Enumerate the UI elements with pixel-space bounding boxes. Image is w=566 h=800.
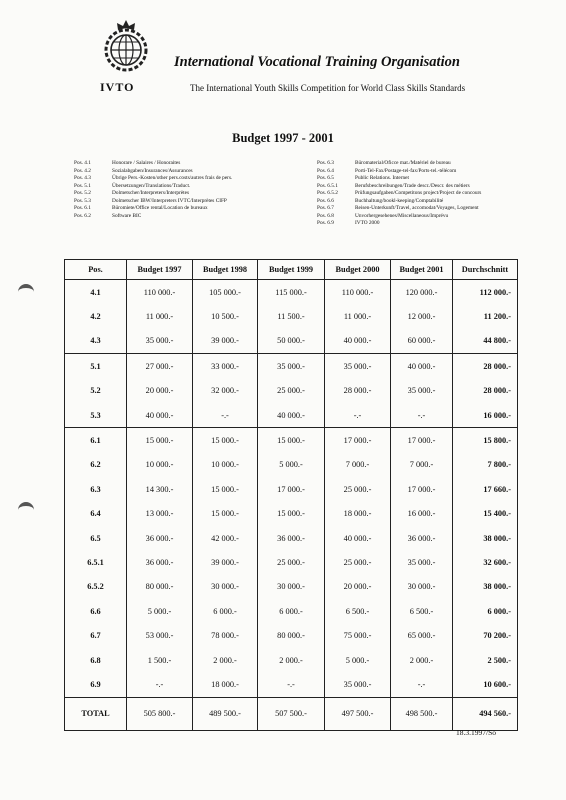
budget-cell: 11 000.- bbox=[127, 304, 193, 328]
budget-cell: 35 000.- bbox=[325, 672, 391, 697]
ivto-globe-gear-icon bbox=[98, 18, 154, 76]
table-row bbox=[65, 304, 518, 328]
legend-item: Pos. 6.5.1 Berufsbeschreibungen/Trade descr./Descr. des métiers bbox=[317, 182, 470, 189]
average-cell: 2 500.- bbox=[453, 648, 518, 672]
budget-cell: 110 000.- bbox=[325, 280, 391, 305]
budget-cell: 5 000.- bbox=[325, 648, 391, 672]
budget-cell: 53 000.- bbox=[127, 623, 193, 647]
budget-cell: 25 000.- bbox=[325, 550, 391, 574]
position-cell: 6.3 bbox=[65, 477, 127, 501]
budget-cell: 39 000.- bbox=[193, 329, 258, 354]
budget-cell: 25 000.- bbox=[258, 550, 325, 574]
budget-cell: 36 000.- bbox=[127, 550, 193, 574]
column-header: Budget 1998 bbox=[193, 260, 258, 280]
budget-cell: 75 000.- bbox=[325, 623, 391, 647]
budget-cell: 6 000.- bbox=[193, 599, 258, 623]
budget-cell: 25 000.- bbox=[325, 477, 391, 501]
budget-cell: 36 000.- bbox=[391, 526, 453, 550]
budget-cell: 42 000.- bbox=[193, 526, 258, 550]
legend-item: Pos. 5.2 Dolmetscher/Interpreters/Interprètes bbox=[74, 190, 190, 196]
legend-item: Pos. 6.6 Buchhaltung/bookl-keeping/Comptabilité bbox=[317, 197, 444, 204]
table-row bbox=[65, 477, 518, 501]
budget-cell: 489 500.- bbox=[193, 697, 258, 730]
average-cell: 112 000.- bbox=[453, 280, 518, 305]
budget-cell: 15 000.- bbox=[258, 502, 325, 526]
organisation-subtitle: The International Youth Skills Competition for World Class Skills Standards bbox=[190, 83, 466, 93]
budget-cell: 20 000.- bbox=[127, 379, 193, 403]
budget-cell: 7 000.- bbox=[325, 453, 391, 477]
legend-item: Pos. 6.5.2 Prüfungsaufgaben/Competitons project/Project de concours bbox=[317, 190, 482, 196]
position-cell: 6.5.2 bbox=[65, 575, 127, 599]
average-cell: 38 000.- bbox=[453, 575, 518, 599]
budget-cell: 15 000.- bbox=[127, 428, 193, 453]
date-reference: 18.3.1997/So bbox=[456, 728, 497, 737]
budget-cell: 11 000.- bbox=[325, 304, 391, 328]
table-row bbox=[65, 329, 518, 354]
budget-cell: 80 000.- bbox=[127, 575, 193, 599]
budget-cell: 6 000.- bbox=[258, 599, 325, 623]
budget-cell: 12 000.- bbox=[391, 304, 453, 328]
legend-right bbox=[317, 160, 481, 228]
budget-cell: 40 000.- bbox=[258, 403, 325, 428]
position-cell: 6.4 bbox=[65, 502, 127, 526]
budget-cell: 30 000.- bbox=[391, 575, 453, 599]
column-header: Budget 1997 bbox=[127, 260, 193, 280]
budget-cell: 20 000.- bbox=[325, 575, 391, 599]
table-row bbox=[65, 599, 518, 623]
table-row bbox=[65, 280, 518, 305]
budget-cell: 17 000.- bbox=[391, 477, 453, 501]
table-row bbox=[65, 648, 518, 672]
budget-cell: 13 000.- bbox=[127, 502, 193, 526]
budget-cell: 60 000.- bbox=[391, 329, 453, 354]
budget-cell: 25 000.- bbox=[258, 379, 325, 403]
table-row bbox=[65, 428, 518, 453]
table-row bbox=[65, 502, 518, 526]
budget-cell: 16 000.- bbox=[391, 502, 453, 526]
average-cell: 70 200.- bbox=[453, 623, 518, 647]
budget-cell: 497 500.- bbox=[325, 697, 391, 730]
position-cell: 6.9 bbox=[65, 672, 127, 697]
legend-item: Pos. 6.4 Porti-Tel-Fax/Postage-tel-fax/Ports-tel.-télécom bbox=[317, 167, 457, 174]
punch-hole-bottom bbox=[18, 502, 34, 514]
budget-cell: -.- bbox=[391, 403, 453, 428]
column-header: Budget 1999 bbox=[258, 260, 325, 280]
position-cell: 6.2 bbox=[65, 453, 127, 477]
budget-cell: 2 000.- bbox=[258, 648, 325, 672]
legend-item: Pos. 6.5 Public Relations. Internet bbox=[317, 175, 409, 181]
column-header: Budget 2001 bbox=[391, 260, 453, 280]
legend-left bbox=[74, 160, 232, 220]
budget-cell: 30 000.- bbox=[258, 575, 325, 599]
column-header: Budget 2000 bbox=[325, 260, 391, 280]
budget-cell: 15 000.- bbox=[193, 477, 258, 501]
position-cell: 6.1 bbox=[65, 428, 127, 453]
budget-cell: 78 000.- bbox=[193, 623, 258, 647]
budget-cell: 5 000.- bbox=[127, 599, 193, 623]
table-row bbox=[65, 379, 518, 403]
position-cell: 6.5.1 bbox=[65, 550, 127, 574]
average-cell: 17 660.- bbox=[453, 477, 518, 501]
column-header: Pos. bbox=[65, 260, 127, 280]
budget-cell: 32 000.- bbox=[193, 379, 258, 403]
budget-cell: 17 000.- bbox=[391, 428, 453, 453]
average-cell: 16 000.- bbox=[453, 403, 518, 428]
budget-cell: 14 300.- bbox=[127, 477, 193, 501]
position-cell: 6.5 bbox=[65, 526, 127, 550]
budget-cell: 105 000.- bbox=[193, 280, 258, 305]
column-header: Durchschnitt bbox=[453, 260, 518, 280]
budget-cell: 507 500.- bbox=[258, 697, 325, 730]
legend-item: Pos. 4.2 Sozialabgaben/Insurances/Assurances bbox=[74, 167, 193, 174]
budget-cell: 50 000.- bbox=[258, 329, 325, 354]
table-row bbox=[65, 403, 518, 428]
budget-cell: 35 000.- bbox=[391, 379, 453, 403]
budget-cell: 17 000.- bbox=[258, 477, 325, 501]
total-row bbox=[65, 697, 518, 730]
budget-cell: 35 000.- bbox=[127, 329, 193, 354]
budget-cell: 80 000.- bbox=[258, 623, 325, 647]
budget-cell: 36 000.- bbox=[127, 526, 193, 550]
budget-table-body bbox=[65, 280, 518, 731]
budget-cell: 40 000.- bbox=[391, 354, 453, 379]
budget-cell: 2 000.- bbox=[193, 648, 258, 672]
position-cell: 4.2 bbox=[65, 304, 127, 328]
budget-table bbox=[64, 259, 518, 731]
budget-cell: 39 000.- bbox=[193, 550, 258, 574]
budget-cell: 35 000.- bbox=[258, 354, 325, 379]
position-cell: 6.8 bbox=[65, 648, 127, 672]
budget-cell: 35 000.- bbox=[325, 354, 391, 379]
position-cell: 4.1 bbox=[65, 280, 127, 305]
budget-cell: 33 000.- bbox=[193, 354, 258, 379]
legend-item: Pos. 6.8 Unvorhergesehenes/Miscellaneous/Imprévu bbox=[317, 212, 449, 219]
budget-cell: -.- bbox=[325, 403, 391, 428]
table-row bbox=[65, 550, 518, 574]
legend-item: Pos. 6.2 Software BIC bbox=[74, 212, 142, 219]
budget-cell: 36 000.- bbox=[258, 526, 325, 550]
average-cell: 28 000.- bbox=[453, 379, 518, 403]
legend-item: Pos. 5.1 Übersetzungen/Translations/Traduct. bbox=[74, 182, 191, 189]
legend-item: Pos. 6.3 Büromaterial/Oficce mat./Matériel de bureau bbox=[317, 160, 451, 166]
position-cell: TOTAL bbox=[65, 697, 127, 730]
table-row bbox=[65, 453, 518, 477]
position-cell: 6.7 bbox=[65, 623, 127, 647]
average-cell: 6 000.- bbox=[453, 599, 518, 623]
budget-cell: 6 500.- bbox=[391, 599, 453, 623]
budget-cell: -.- bbox=[193, 403, 258, 428]
budget-cell: 505 800.- bbox=[127, 697, 193, 730]
position-cell: 5.3 bbox=[65, 403, 127, 428]
organisation-title: International Vocational Training Organisation bbox=[174, 54, 460, 70]
table-row bbox=[65, 672, 518, 697]
average-cell: 38 000.- bbox=[453, 526, 518, 550]
budget-cell: 40 000.- bbox=[127, 403, 193, 428]
budget-cell: -.- bbox=[258, 672, 325, 697]
budget-cell: 17 000.- bbox=[325, 428, 391, 453]
budget-cell: 1 500.- bbox=[127, 648, 193, 672]
average-cell: 28 000.- bbox=[453, 354, 518, 379]
average-cell: 15 400.- bbox=[453, 502, 518, 526]
budget-cell: 2 000.- bbox=[391, 648, 453, 672]
average-cell: 11 200.- bbox=[453, 304, 518, 328]
budget-cell: 115 000.- bbox=[258, 280, 325, 305]
punch-hole-top bbox=[18, 284, 34, 296]
logo-text: IVTO bbox=[100, 80, 135, 94]
position-cell: 6.6 bbox=[65, 599, 127, 623]
position-cell: 5.1 bbox=[65, 354, 127, 379]
budget-cell: 30 000.- bbox=[193, 575, 258, 599]
table-row bbox=[65, 526, 518, 550]
legend-item: Pos. 6.9 IVTO 2000 bbox=[317, 220, 380, 226]
budget-cell: 15 000.- bbox=[193, 502, 258, 526]
average-cell: 15 800.- bbox=[453, 428, 518, 453]
budget-cell: 18 000.- bbox=[325, 502, 391, 526]
average-cell: 10 600.- bbox=[453, 672, 518, 697]
table-header-row bbox=[65, 260, 518, 280]
budget-cell: 10 000.- bbox=[193, 453, 258, 477]
budget-cell: 35 000.- bbox=[391, 550, 453, 574]
legend-item: Pos. 6.1 Büromiete/Office rental/Location de bureaux bbox=[74, 205, 208, 211]
average-cell: 44 800.- bbox=[453, 329, 518, 354]
budget-cell: 15 000.- bbox=[258, 428, 325, 453]
budget-cell: -.- bbox=[391, 672, 453, 697]
table-row bbox=[65, 575, 518, 599]
position-cell: 4.3 bbox=[65, 329, 127, 354]
budget-cell: 15 000.- bbox=[193, 428, 258, 453]
document-title: Budget 1997 - 2001 bbox=[232, 131, 334, 145]
budget-cell: 6 500.- bbox=[325, 599, 391, 623]
budget-cell: 18 000.- bbox=[193, 672, 258, 697]
average-cell: 494 560.- bbox=[453, 697, 518, 730]
budget-cell: 10 500.- bbox=[193, 304, 258, 328]
budget-cell: 27 000.- bbox=[127, 354, 193, 379]
table-row bbox=[65, 623, 518, 647]
budget-cell: 65 000.- bbox=[391, 623, 453, 647]
legend-item: Pos. 4.1 Honorare / Salaires / Honoraites bbox=[74, 160, 181, 166]
position-cell: 5.2 bbox=[65, 379, 127, 403]
table-row bbox=[65, 354, 518, 379]
budget-cell: 11 500.- bbox=[258, 304, 325, 328]
budget-cell: 7 000.- bbox=[391, 453, 453, 477]
budget-cell: 40 000.- bbox=[325, 329, 391, 354]
budget-cell: 110 000.- bbox=[127, 280, 193, 305]
legend-item: Pos. 5.3 Dolmetscher IBW/Interpreters IVTC/Interprètes CIFP bbox=[74, 197, 227, 204]
average-cell: 32 600.- bbox=[453, 550, 518, 574]
budget-cell: 40 000.- bbox=[325, 526, 391, 550]
budget-cell: 498 500.- bbox=[391, 697, 453, 730]
budget-cell: -.- bbox=[127, 672, 193, 697]
legend-item: Pos. 4.3 Übrige Pers.-Kosten/other pers.costs/autres frais de pers. bbox=[74, 175, 233, 181]
average-cell: 7 800.- bbox=[453, 453, 518, 477]
budget-cell: 10 000.- bbox=[127, 453, 193, 477]
legend-item: Pos. 6.7 Reisen-Unterkunft/Travel, accomodat/Voyages, Logement bbox=[317, 205, 479, 211]
budget-cell: 5 000.- bbox=[258, 453, 325, 477]
budget-cell: 28 000.- bbox=[325, 379, 391, 403]
budget-cell: 120 000.- bbox=[391, 280, 453, 305]
